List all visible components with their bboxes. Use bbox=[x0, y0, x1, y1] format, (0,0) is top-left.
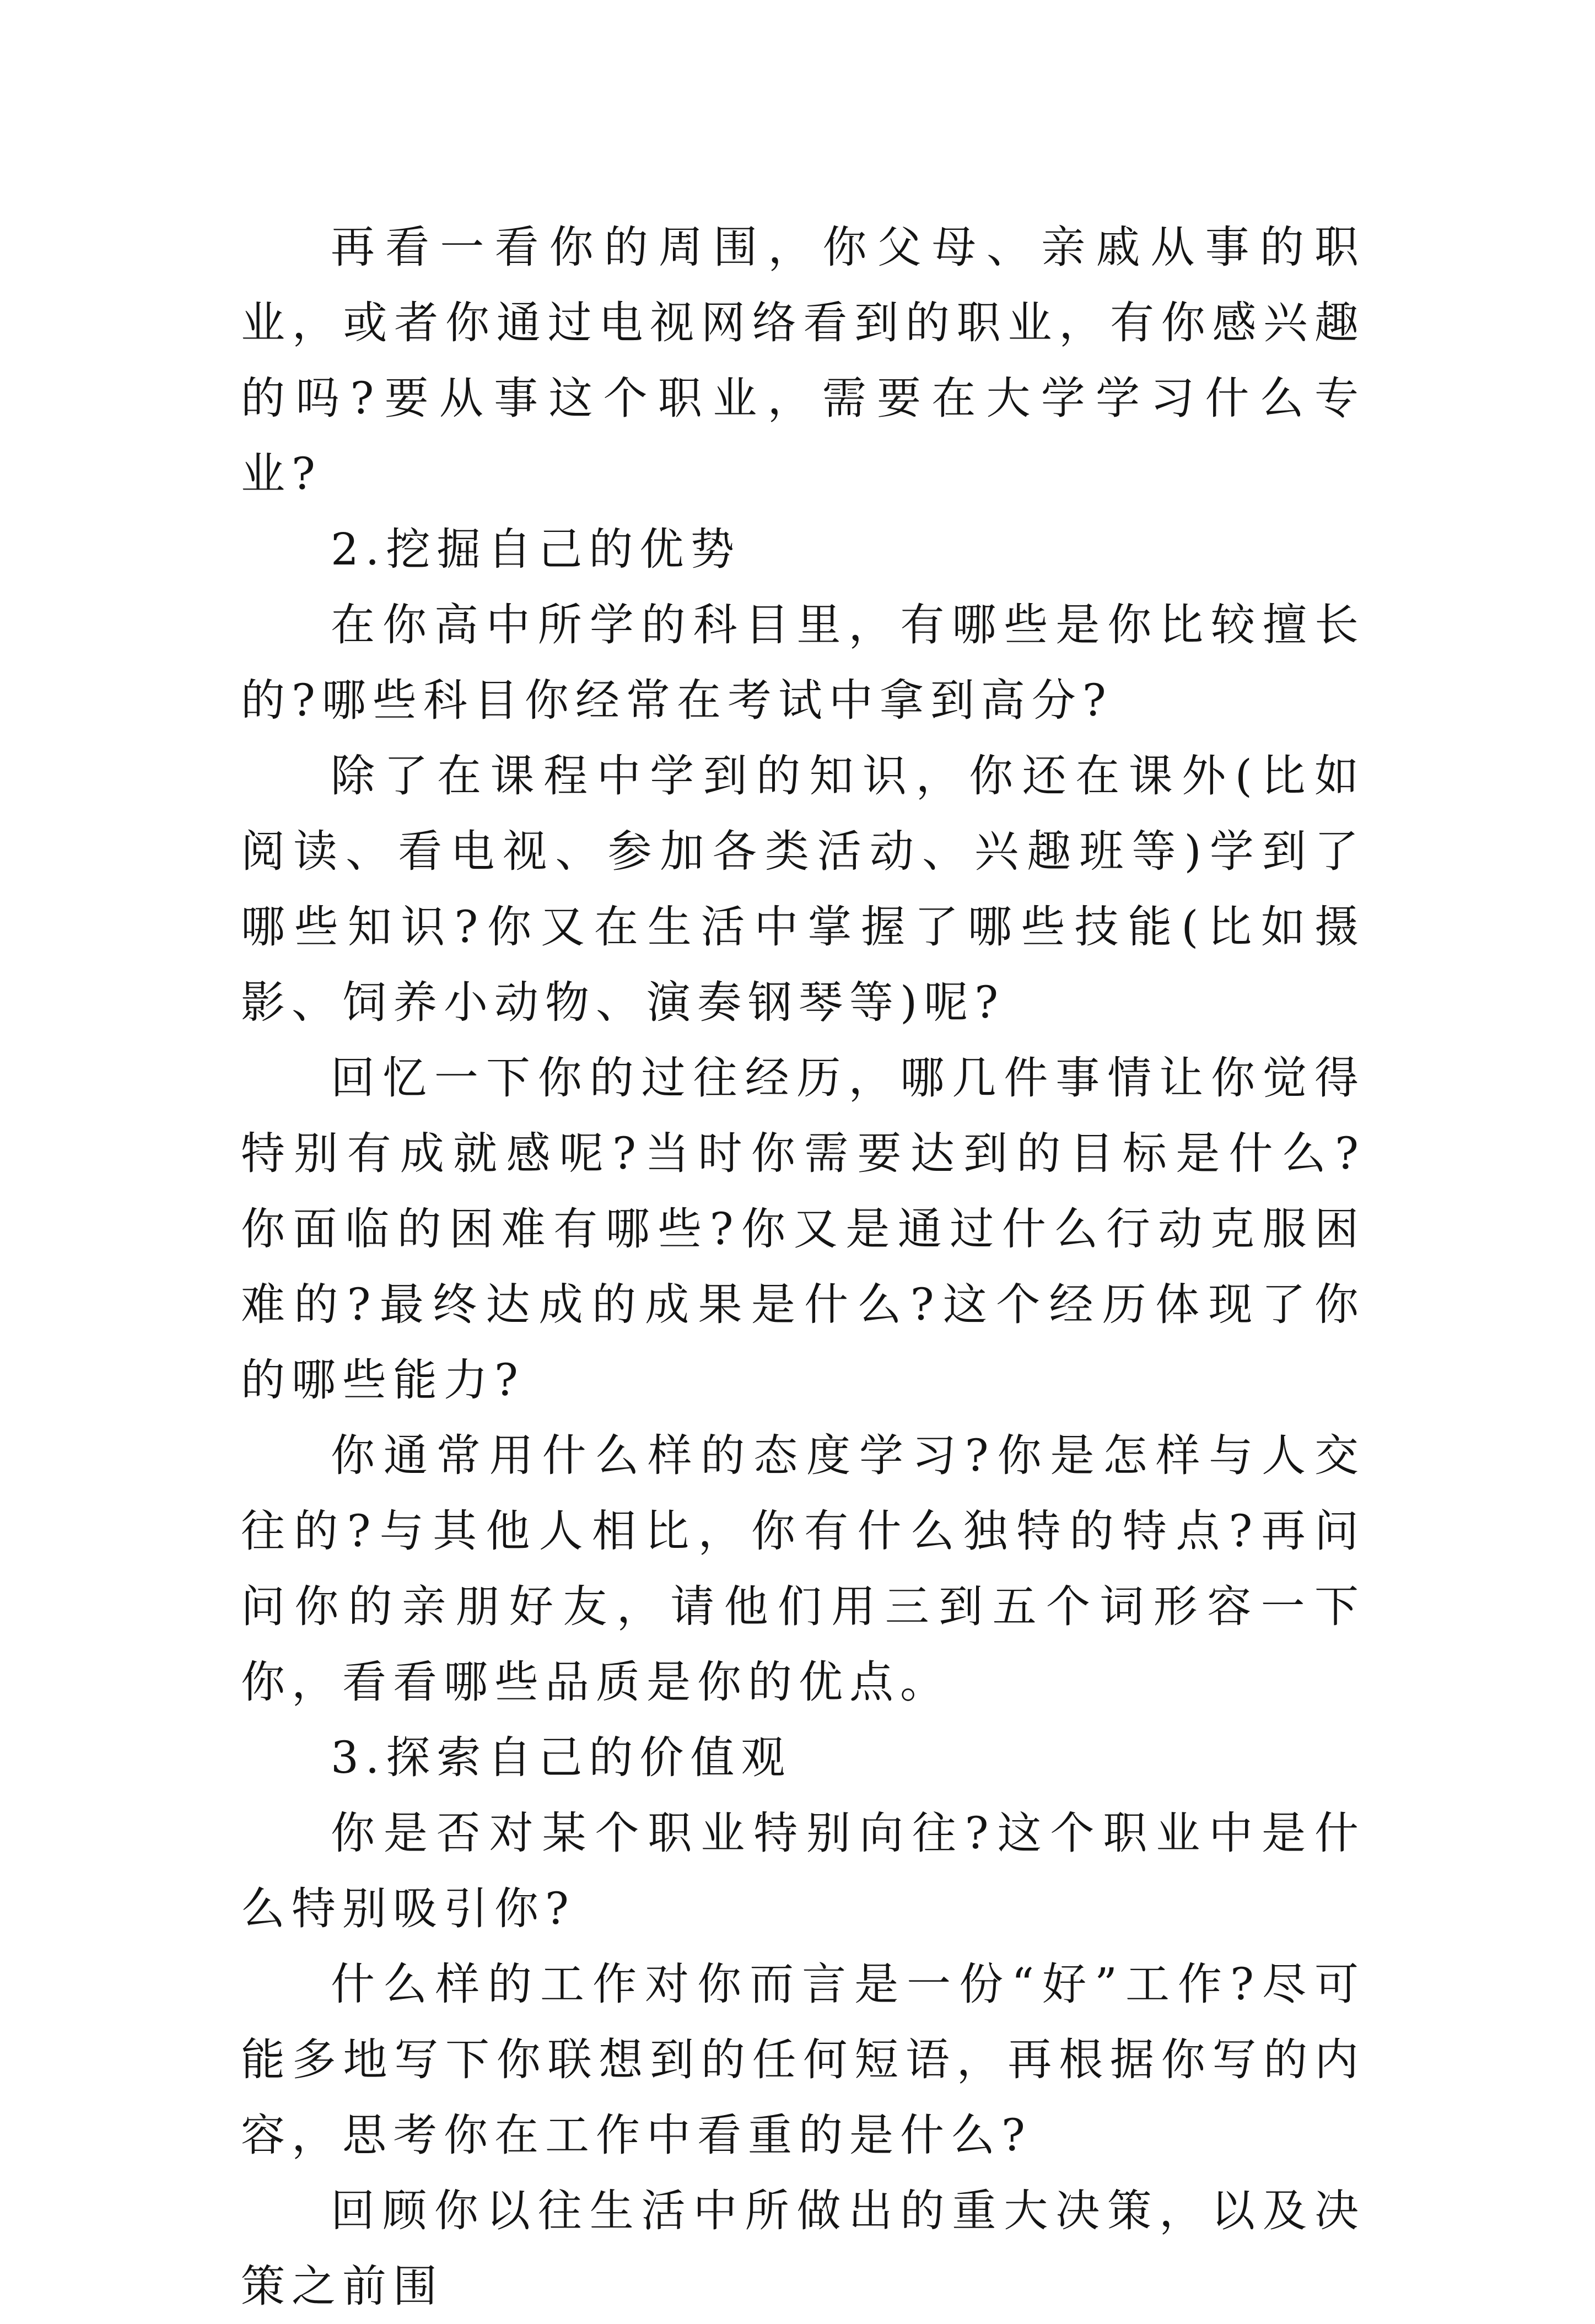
body-text bbox=[241, 209, 1365, 2324]
paragraph-traits: 你通常用什么样的态度学习?你是怎样与人交往的?与其他人相比，你有什么独特的特点?再问问你的亲朋好友，请他们用三到五个词形容一下你，看看哪些品质是你的优点。 bbox=[241, 1430, 1365, 1708]
paragraph-surroundings: 再看一看你的周围，你父母、亲戚从事的职业，或者你通过电视网络看到的职业，有你感兴趣的吗?要从事这个职业，需要在大学学习什么专业? bbox=[241, 222, 1365, 499]
paragraph-skills: 除了在课程中学到的知识，你还在课外(比如阅读、看电视、参加各类活动、兴趣班等)学到了哪些知识?你又在生活中掌握了哪些技能(比如摄影、饲养小动物、演奏钢琴等)呢? bbox=[241, 750, 1365, 1028]
paragraph-career-attraction: 你是否对某个职业特别向往?这个职业中是什么特别吸引你? bbox=[241, 1807, 1365, 1934]
paragraph-good-job: 什么样的工作对你而言是一份“好”工作?尽可能多地写下你联想到的任何短语，再根据你写的内容，思考你在工作中看重的是什么? bbox=[241, 1959, 1365, 2161]
paragraph-decisions: 回顾你以往生活中所做出的重大决策，以及决策之前围 bbox=[241, 2185, 1365, 2312]
paragraph-experience: 回忆一下你的过往经历，哪几件事情让你觉得特别有成就感呢?当时你需要达到的目标是什么?你面临的困难有哪些?你又是通过什么行动克服困难的?最终达成的成果是什么?这个经历体现了你的哪些能力? bbox=[241, 1052, 1365, 1406]
heading-values: 3.探索自己的价值观 bbox=[331, 1732, 792, 1783]
paragraph-subjects: 在你高中所学的科目里，有哪些是你比较擅长的?哪些科目你经常在考试中拿到高分? bbox=[241, 599, 1365, 726]
heading-strengths: 2.挖掘自己的优势 bbox=[331, 524, 741, 575]
